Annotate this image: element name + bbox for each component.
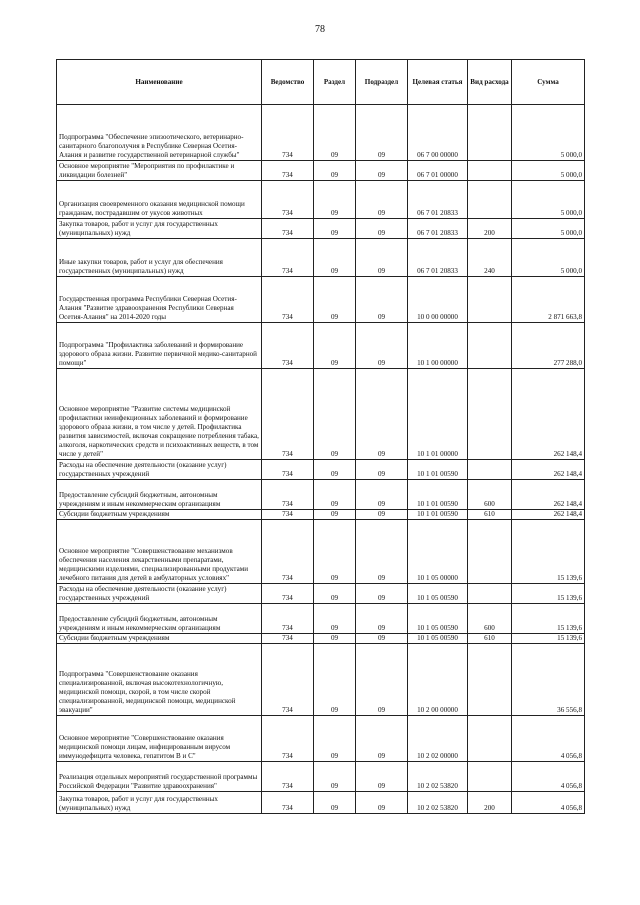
cell-target: 06 7 01 20833	[408, 219, 468, 239]
cell-kind: 200	[468, 792, 512, 814]
cell-kind: 240	[468, 239, 512, 277]
cell-subsection: 09	[356, 369, 408, 460]
cell-section: 09	[314, 716, 356, 762]
header-target: Целевая статья	[408, 60, 468, 105]
cell-name: Основное мероприятие "Совершенствование оказания медицинской помощи лицам, инфицированным вирусом иммунодефицита человека, гепатитом В и С"	[57, 716, 262, 762]
cell-sum: 277 288,0	[512, 323, 585, 369]
table-row	[57, 480, 585, 510]
cell-section: 09	[314, 239, 356, 277]
cell-subsection: 09	[356, 161, 408, 181]
cell-kind	[468, 323, 512, 369]
cell-department: 734	[262, 762, 314, 792]
cell-sum: 4 056,8	[512, 716, 585, 762]
cell-section: 09	[314, 520, 356, 584]
cell-sum: 2 871 663,8	[512, 277, 585, 323]
cell-sum: 15 139,6	[512, 584, 585, 604]
cell-kind: 610	[468, 510, 512, 520]
table-row	[57, 510, 585, 520]
table-row	[57, 644, 585, 716]
cell-target: 10 0 00 00000	[408, 277, 468, 323]
cell-subsection: 09	[356, 105, 408, 161]
budget-table	[56, 59, 585, 814]
cell-department: 734	[262, 792, 314, 814]
cell-department: 734	[262, 634, 314, 644]
page-number: 78	[315, 24, 325, 35]
header-sum: Сумма	[512, 60, 585, 105]
table-row	[57, 460, 585, 480]
cell-section: 09	[314, 219, 356, 239]
cell-sum: 4 056,8	[512, 792, 585, 814]
header-department: Ведомство	[262, 60, 314, 105]
cell-department: 734	[262, 277, 314, 323]
cell-name: Основное мероприятие "Мероприятия по профилактике и ликвидации болезней"	[57, 161, 262, 181]
cell-kind	[468, 716, 512, 762]
cell-sum: 262 148,4	[512, 460, 585, 480]
cell-target: 10 1 05 00590	[408, 584, 468, 604]
cell-name: Закупка товаров, работ и услуг для государственных (муниципальных) нужд	[57, 792, 262, 814]
table-row	[57, 105, 585, 161]
cell-subsection: 09	[356, 460, 408, 480]
cell-subsection: 09	[356, 323, 408, 369]
table-header-row	[57, 60, 585, 105]
cell-target: 10 2 02 00000	[408, 716, 468, 762]
cell-kind: 610	[468, 634, 512, 644]
cell-department: 734	[262, 181, 314, 219]
table-row	[57, 604, 585, 634]
cell-sum: 15 139,6	[512, 520, 585, 584]
cell-subsection: 09	[356, 520, 408, 584]
cell-kind	[468, 644, 512, 716]
cell-sum: 15 139,6	[512, 604, 585, 634]
cell-sum: 5 000,0	[512, 181, 585, 219]
cell-department: 734	[262, 323, 314, 369]
cell-department: 734	[262, 369, 314, 460]
cell-target: 06 7 01 00000	[408, 161, 468, 181]
cell-section: 09	[314, 323, 356, 369]
header-name: Наименование	[57, 60, 262, 105]
cell-subsection: 09	[356, 219, 408, 239]
cell-department: 734	[262, 644, 314, 716]
cell-sum: 5 000,0	[512, 239, 585, 277]
cell-kind: 200	[468, 219, 512, 239]
cell-kind	[468, 277, 512, 323]
cell-sum: 5 000,0	[512, 219, 585, 239]
cell-name: Предоставление субсидий бюджетным, автономным учреждениям и иным некоммерческим организациям	[57, 604, 262, 634]
cell-section: 09	[314, 181, 356, 219]
cell-kind	[468, 584, 512, 604]
cell-department: 734	[262, 239, 314, 277]
cell-name: Подпрограмма "Обеспечение эпизоотического, ветеринарно-санитарного благополучия в Республике Северная Осетия-Алания и развитие государственной ветеринарной службы"	[57, 105, 262, 161]
cell-name: Государственная программа Республики Северная Осетия-Алания "Развитие здравоохранения Республики Северная Осетия-Алания" на 2014-2020 годы	[57, 277, 262, 323]
header-section: Раздел	[314, 60, 356, 105]
table-row	[57, 584, 585, 604]
cell-section: 09	[314, 460, 356, 480]
cell-name: Подпрограмма "Профилактика заболеваний и формирование здорового образа жизни. Развитие первичной медико-санитарной помощи"	[57, 323, 262, 369]
cell-name: Реализация отдельных мероприятий государственной программы Российской Федерации "Развитие здравоохранения"	[57, 762, 262, 792]
cell-name: Подпрограмма "Совершенствование оказания специализированной, включая высокотехнологичную, медицинской помощи, скорой, в том числе скорой специализированной, медицинской помощи, медицинской эвакуации"	[57, 644, 262, 716]
cell-target: 10 1 00 00000	[408, 323, 468, 369]
cell-subsection: 09	[356, 644, 408, 716]
cell-subsection: 09	[356, 762, 408, 792]
cell-kind	[468, 460, 512, 480]
cell-target: 10 1 01 00000	[408, 369, 468, 460]
cell-target: 06 7 00 00000	[408, 105, 468, 161]
table-row	[57, 161, 585, 181]
cell-department: 734	[262, 480, 314, 510]
cell-target: 10 1 05 00590	[408, 634, 468, 644]
cell-target: 10 1 01 00590	[408, 480, 468, 510]
cell-kind	[468, 181, 512, 219]
cell-name: Основное мероприятие "Развитие системы медицинской профилактики неинфекционных заболеваний и формирование здорового образа жизни, в том числе у детей. Профилактика развития зависимостей, включая сокращение потребления табака, алкоголя, наркотических средств и психоактивных веществ, в том числе у детей"	[57, 369, 262, 460]
table-row	[57, 323, 585, 369]
table-row	[57, 634, 585, 644]
cell-subsection: 09	[356, 510, 408, 520]
cell-name: Иные закупки товаров, работ и услуг для обеспечения государственных (муниципальных) нужд	[57, 239, 262, 277]
cell-name: Субсидии бюджетным учреждениям	[57, 634, 262, 644]
table-row	[57, 369, 585, 460]
table-row	[57, 762, 585, 792]
header-kind: Вид расхода	[468, 60, 512, 105]
cell-subsection: 09	[356, 792, 408, 814]
cell-target: 10 2 02 53820	[408, 792, 468, 814]
cell-kind	[468, 105, 512, 161]
cell-subsection: 09	[356, 584, 408, 604]
cell-target: 10 1 01 00590	[408, 460, 468, 480]
table-row	[57, 716, 585, 762]
cell-target: 10 2 00 00000	[408, 644, 468, 716]
cell-sum: 262 148,4	[512, 480, 585, 510]
cell-name: Организация своевременного оказания медицинской помощи гражданам, пострадавшим от укусов животных	[57, 181, 262, 219]
header-subsection: Подраздел	[356, 60, 408, 105]
cell-section: 09	[314, 762, 356, 792]
table-row	[57, 219, 585, 239]
cell-kind	[468, 520, 512, 584]
table-row	[57, 520, 585, 584]
cell-subsection: 09	[356, 480, 408, 510]
cell-section: 09	[314, 105, 356, 161]
cell-target: 06 7 01 20833	[408, 181, 468, 219]
cell-subsection: 09	[356, 634, 408, 644]
cell-department: 734	[262, 716, 314, 762]
cell-target: 10 1 01 00590	[408, 510, 468, 520]
cell-sum: 15 139,6	[512, 634, 585, 644]
cell-name: Расходы на обеспечение деятельности (оказание услуг) государственных учреждений	[57, 584, 262, 604]
cell-target: 10 1 05 00000	[408, 520, 468, 584]
table-row	[57, 239, 585, 277]
cell-section: 09	[314, 277, 356, 323]
cell-name: Предоставление субсидий бюджетным, автономным учреждениям и иным некоммерческим организациям	[57, 480, 262, 510]
cell-section: 09	[314, 792, 356, 814]
cell-subsection: 09	[356, 239, 408, 277]
cell-section: 09	[314, 644, 356, 716]
cell-sum: 262 148,4	[512, 510, 585, 520]
cell-section: 09	[314, 584, 356, 604]
cell-department: 734	[262, 219, 314, 239]
cell-section: 09	[314, 480, 356, 510]
cell-name: Закупка товаров, работ и услуг для государственных (муниципальных) нужд	[57, 219, 262, 239]
table-row	[57, 277, 585, 323]
cell-department: 734	[262, 584, 314, 604]
cell-subsection: 09	[356, 277, 408, 323]
cell-subsection: 09	[356, 181, 408, 219]
cell-kind	[468, 762, 512, 792]
cell-sum: 5 000,0	[512, 161, 585, 181]
cell-sum: 36 556,8	[512, 644, 585, 716]
cell-name: Основное мероприятие "Совершенствование механизмов обеспечения населения лекарственными препаратами, медицинскими изделиями, специализированными продуктами лечебного питания для детей в амбулаторных условиях"	[57, 520, 262, 584]
cell-kind: 600	[468, 604, 512, 634]
cell-name: Расходы на обеспечение деятельности (оказание услуг) государственных учреждений	[57, 460, 262, 480]
cell-kind: 600	[468, 480, 512, 510]
cell-sum: 4 056,8	[512, 762, 585, 792]
table-row	[57, 792, 585, 814]
cell-subsection: 09	[356, 604, 408, 634]
cell-department: 734	[262, 460, 314, 480]
cell-target: 10 2 02 53820	[408, 762, 468, 792]
cell-section: 09	[314, 161, 356, 181]
cell-kind	[468, 369, 512, 460]
table-row	[57, 181, 585, 219]
cell-subsection: 09	[356, 716, 408, 762]
cell-department: 734	[262, 604, 314, 634]
cell-section: 09	[314, 604, 356, 634]
cell-sum: 5 000,0	[512, 105, 585, 161]
cell-department: 734	[262, 510, 314, 520]
table-body	[57, 105, 585, 814]
cell-department: 734	[262, 161, 314, 181]
cell-kind	[468, 161, 512, 181]
cell-target: 06 7 01 20833	[408, 239, 468, 277]
cell-sum: 262 148,4	[512, 369, 585, 460]
cell-section: 09	[314, 369, 356, 460]
cell-department: 734	[262, 105, 314, 161]
cell-section: 09	[314, 634, 356, 644]
cell-target: 10 1 05 00590	[408, 604, 468, 634]
cell-name: Субсидии бюджетным учреждениям	[57, 510, 262, 520]
cell-section: 09	[314, 510, 356, 520]
cell-department: 734	[262, 520, 314, 584]
